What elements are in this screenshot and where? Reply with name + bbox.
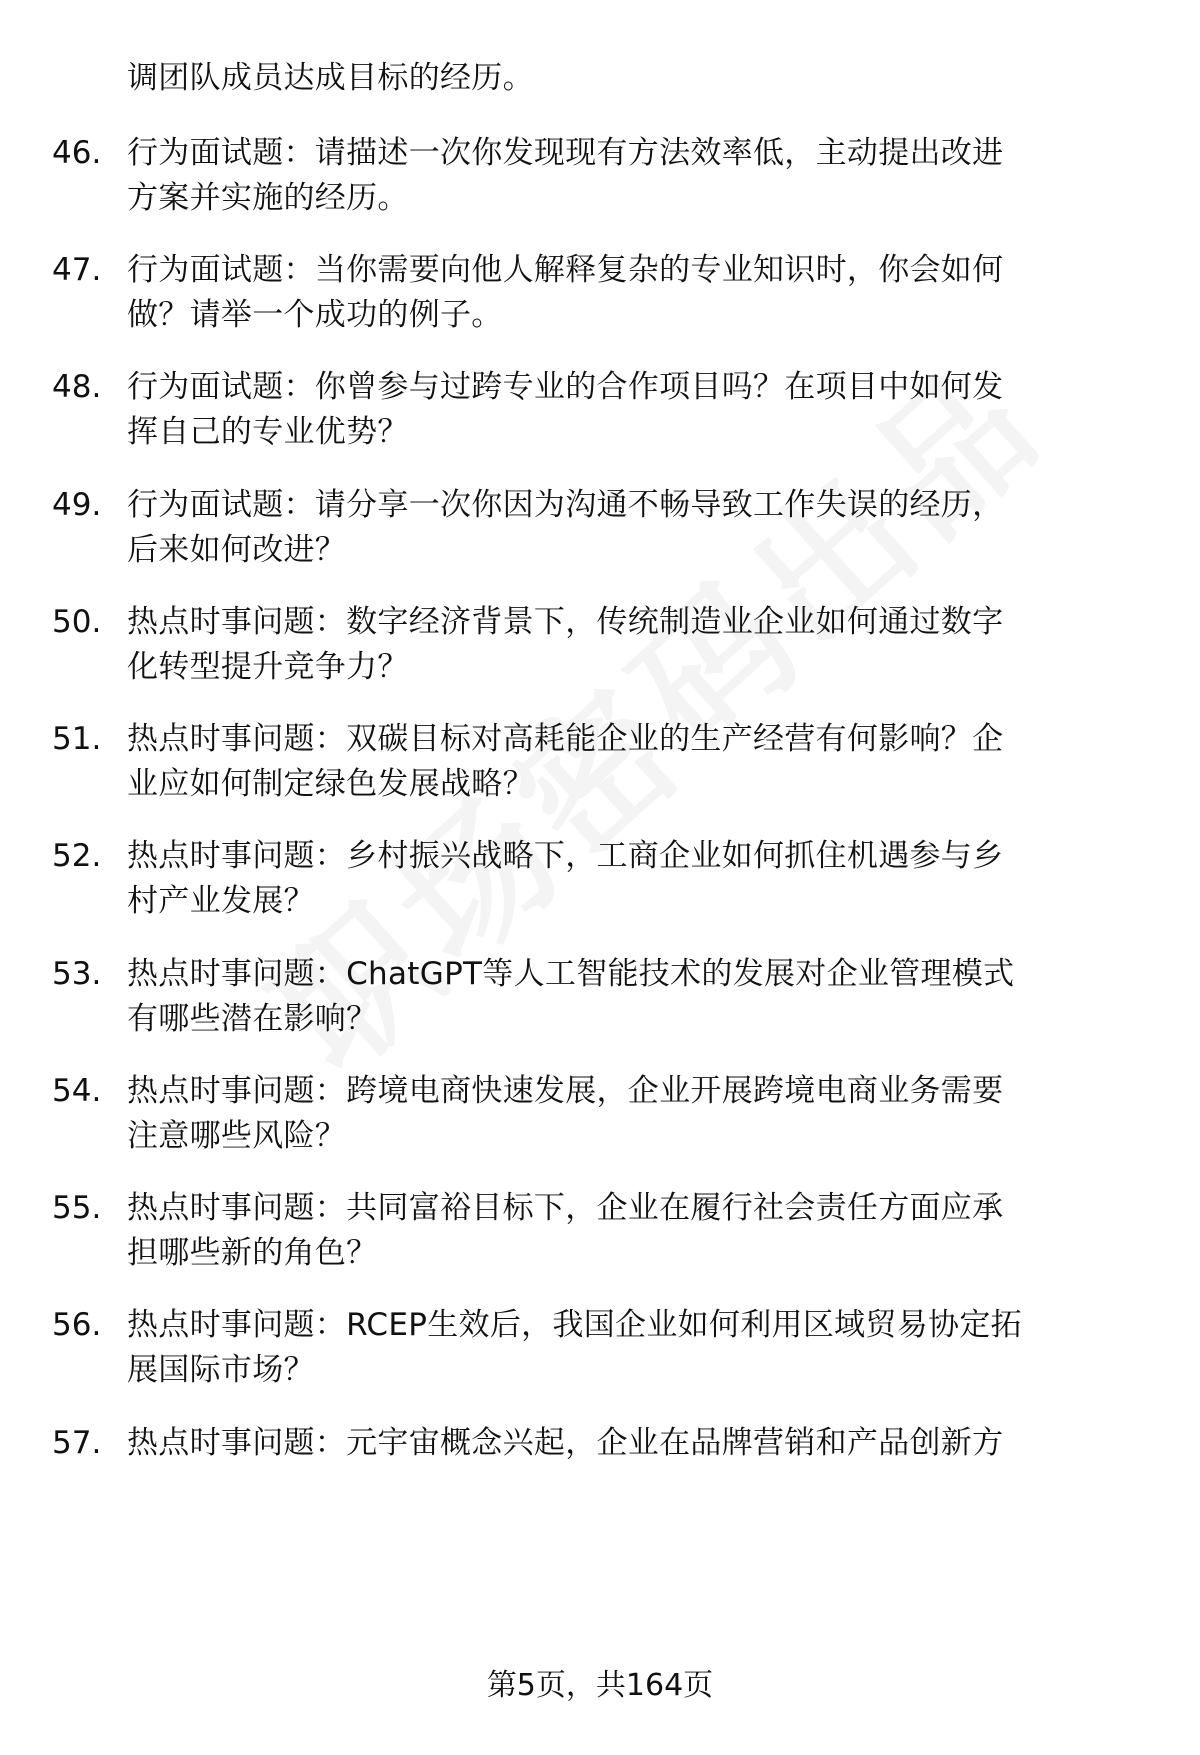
question-number: 50. [52, 604, 102, 640]
question-text-line1: 热点时事问题：元宇宙概念兴起，企业在品牌营销和产品创新方 [127, 1425, 1004, 1461]
question-number: 53. [52, 956, 102, 992]
question-number: 51. [52, 721, 102, 757]
question-text-line2: 注意哪些风险？ [127, 1118, 347, 1154]
question-number: 47. [52, 252, 102, 288]
question-text-line1: 行为面试题：请分享一次你因为沟通不畅导致工作失误的经历， [127, 487, 1004, 523]
question-text-line1: 热点时事问题：共同富裕目标下，企业在履行社会责任方面应承 [127, 1190, 1004, 1226]
question-number: 46. [52, 135, 102, 171]
question-number: 49. [52, 487, 102, 523]
question-text-line1: 行为面试题：当你需要向他人解释复杂的专业知识时，你会如何 [127, 252, 1004, 288]
question-number: 48. [52, 369, 102, 405]
page-footer: 第5页，共164页 [486, 1668, 714, 1703]
question-text-line1: 热点时事问题：数字经济背景下，传统制造业企业如何通过数字 [127, 604, 1004, 640]
question-number: 54. [52, 1073, 102, 1109]
question-text-line2: 方案并实施的经历。 [127, 180, 409, 216]
continuation-text: 调团队成员达成目标的经历。 [127, 60, 534, 96]
question-text-line2: 有哪些潜在影响？ [127, 1001, 378, 1037]
question-number: 55. [52, 1190, 102, 1226]
question-number: 56. [52, 1307, 102, 1343]
question-text-line2: 化转型提升竞争力？ [127, 649, 409, 685]
question-text-line1: 热点时事问题：乡村振兴战略下，工商企业如何抓住机遇参与乡 [127, 838, 1004, 874]
question-text-line1: 热点时事问题：ChatGPT等人工智能技术的发展对企业管理模式 [127, 956, 1015, 992]
question-text-line2: 做？请举一个成功的例子。 [127, 297, 503, 333]
question-number: 52. [52, 838, 102, 874]
question-text-line1: 热点时事问题：双碳目标对高耗能企业的生产经营有何影响？企 [127, 721, 1004, 757]
question-text-line2: 村产业发展？ [127, 883, 315, 919]
question-text-line1: 热点时事问题：RCEP生效后，我国企业如何利用区域贸易协定拓 [127, 1307, 1022, 1343]
question-text-line1: 行为面试题：你曾参与过跨专业的合作项目吗？在项目中如何发 [127, 369, 1004, 405]
question-text-line1: 行为面试题：请描述一次你发现现有方法效率低，主动提出改进 [127, 135, 1004, 171]
question-text-line2: 后来如何改进？ [127, 532, 347, 568]
question-text-line2: 展国际市场？ [127, 1352, 315, 1388]
question-number: 57. [52, 1425, 102, 1461]
question-text-line2: 挥自己的专业优势？ [127, 414, 409, 450]
question-text-line2: 业应如何制定绿色发展战略？ [127, 766, 534, 802]
question-text-line1: 热点时事问题：跨境电商快速发展，企业开展跨境电商业务需要 [127, 1073, 1004, 1109]
question-text-line2: 担哪些新的角色？ [127, 1235, 378, 1271]
